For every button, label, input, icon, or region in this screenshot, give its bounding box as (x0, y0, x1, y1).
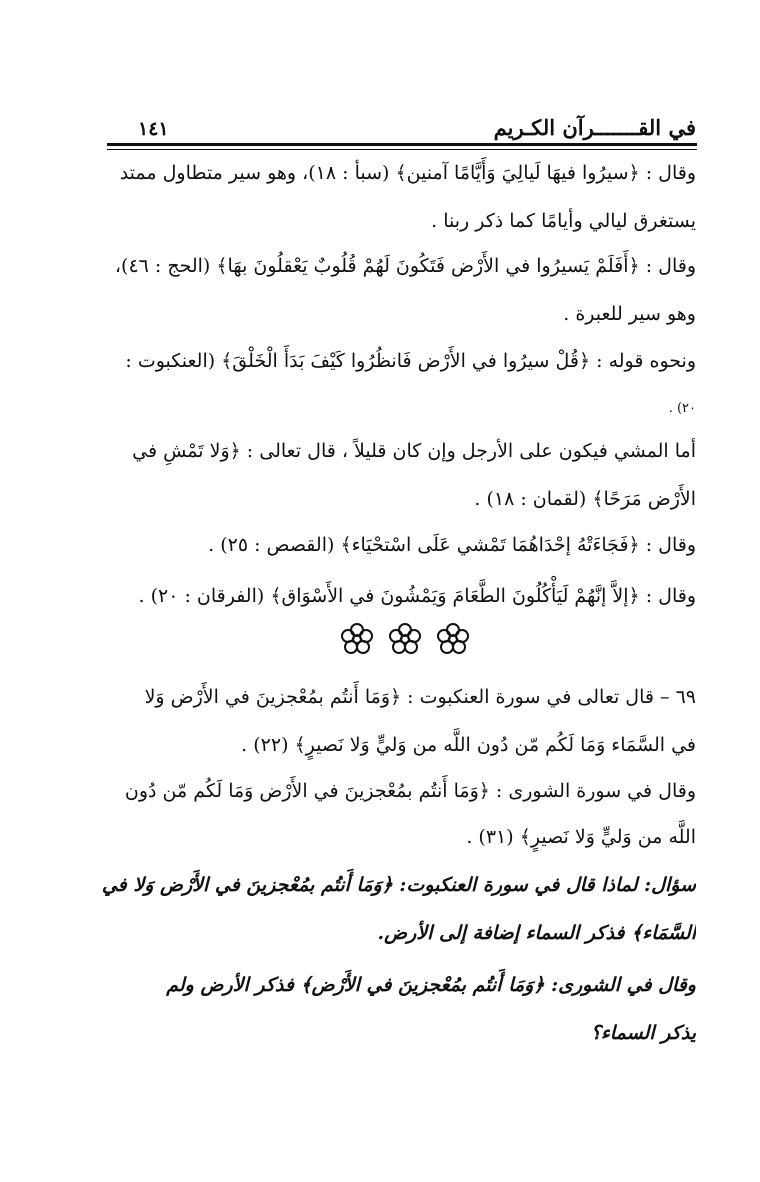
flower-ornament-icon (388, 622, 422, 656)
flower-ornament-icon (436, 622, 470, 656)
text-line-12: في السَّمَاء وَمَا لَكُم مّن دُون اللَّه من وَليٍّ وَلا نَصيرٍ﴾ (٢٢) . (241, 734, 696, 756)
text-line-11: ٦٩ – قال تعالى في سورة العنكبوت : ﴿وَمَا أَنتُم بمُعْجزينَ في الأَرْض وَلا (144, 686, 696, 708)
text-line-8: الأَرْض مَرَحًا﴾ (لقمان : ١٨) . (474, 488, 696, 510)
flower-ornament-icon (340, 622, 374, 656)
text-line-7: أما المشي فيكون على الأرجل وإن كان قليلاً ، قال تعالى : ﴿وَلا تَمْشِ في (132, 440, 696, 462)
text-line-2: يستغرق ليالي وأيامًا كما ذكر ربنا . (431, 210, 696, 232)
text-line-5: ونحوه قوله : ﴿قُلْ سيرُوا في الأَرْض فَانظُرُوا كَيْفَ بَدَأَ الْخَلْقَ﴾ (العنكبوت : (125, 350, 696, 372)
question-line-2: السَّمَاء﴾ فذكر السماء إضافة إلى الأرض. (377, 922, 696, 944)
text-line-9: وقال : ﴿فَجَاءَتْهُ إحْدَاهُمَا تَمْشي عَلَى اسْتحْيَاء﴾ (القصص : ٢٥) . (208, 534, 696, 556)
page-number: ١٤١ (138, 118, 169, 140)
header-rule-thick (107, 143, 697, 146)
page-header (108, 110, 696, 140)
text-line-10: وقال : ﴿إلاَّ إنَّهُمْ لَيَأْكُلُونَ الطَّعَامَ وَيَمْشُونَ في الأَسْوَاق﴾ (الفرقان : ٢٠) . (138, 585, 696, 607)
question-line-4: يذكر السماء؟ (590, 1022, 696, 1044)
text-line-3: وقال : ﴿أَفَلَمْ يَسيرُوا في الأَرْض فَتَكُونَ لَهُمْ قُلُوبٌ يَعْقلُونَ بهَا﴾ (الحج : ٤٦)، (114, 255, 696, 277)
text-line-13: وقال في سورة الشورى : ﴿وَمَا أَنتُم بمُعْجزينَ في الأَرْض وَمَا لَكُم مّن دُون (124, 780, 696, 802)
question-line-3: وقال في الشورى: ﴿وَمَا أَنتُم بمُعْجزينَ في الأَرْض﴾ فذكر الأرض ولم (166, 974, 696, 996)
section-ornament (340, 622, 470, 656)
question-line-1: سؤال: لماذا قال في سورة العنكبوت: ﴿وَمَا أَنتُم بمُعْجزينَ في الأَرْض وَلا في (101, 874, 696, 896)
text-line-6: ٢٠) . (668, 401, 696, 416)
text-line-4: وهو سير للعبرة . (563, 303, 696, 325)
running-title: في القـــــــرآن الكـريم (493, 115, 696, 140)
text-line-1: وقال : ﴿سيرُوا فيهَا لَيالِيَ وَأَيَّامًا آمنين﴾ (سبأ : ١٨)، وهو سير متطاول ممتد (119, 162, 696, 184)
text-line-14: اللَّه من وَليٍّ وَلا نَصيرٍ﴾ (٣١) . (466, 826, 696, 848)
